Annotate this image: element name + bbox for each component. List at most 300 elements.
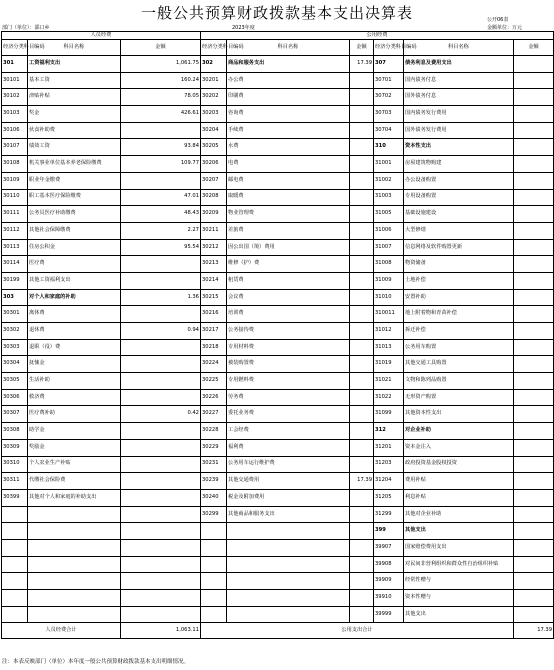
table-row	[2, 323, 554, 340]
personnel-name-cell: 医疗费补助	[28, 406, 121, 423]
public-amount-a-cell: 17.39	[350, 473, 374, 490]
public-amount-a-cell	[350, 256, 374, 273]
public-name-a-cell	[227, 590, 350, 607]
public-amount-b-cell	[514, 556, 554, 573]
personnel-code-cell: 30306	[2, 389, 28, 406]
personnel-code-cell: 30308	[2, 423, 28, 440]
public-name-b-cell: 地上附着物和青苗补偿	[404, 306, 514, 323]
public-code-b-cell: 31007	[374, 239, 404, 256]
public-total-value: 17.39	[514, 623, 554, 639]
personnel-amount-cell	[121, 456, 201, 473]
public-amount-b-cell	[514, 172, 554, 189]
public-amount-b-cell	[514, 456, 554, 473]
public-amount-a-cell	[350, 172, 374, 189]
personnel-name-cell: 其他对个人和家庭的补助支出	[28, 489, 121, 506]
public-name-a-cell: 商品和服务支出	[227, 56, 350, 73]
public-code-a-cell: 302	[201, 56, 227, 73]
personnel-code-cell: 30111	[2, 206, 28, 223]
table-row	[2, 89, 554, 106]
public-name-b-cell: 国家赔偿费用支出	[404, 539, 514, 556]
table-row	[2, 489, 554, 506]
personnel-code-cell: 30112	[2, 222, 28, 239]
personnel-amount-cell	[121, 473, 201, 490]
public-amount-b-cell	[514, 439, 554, 456]
public-code-b-cell: 39909	[374, 573, 404, 590]
public-name-b-cell: 经常性赠与	[404, 573, 514, 590]
personnel-code-cell	[2, 573, 28, 590]
public-amount-a-cell	[350, 72, 374, 89]
personnel-amount-cell: 2.27	[121, 222, 201, 239]
table-row	[2, 289, 554, 306]
public-code-a-cell: 30211	[201, 222, 227, 239]
public-code-a-cell: 30204	[201, 122, 227, 139]
table-row	[2, 256, 554, 273]
personnel-code-cell: 30114	[2, 256, 28, 273]
public-name-b-cell: 土地补偿	[404, 272, 514, 289]
personnel-code-cell	[2, 606, 28, 623]
public-amount-a-cell	[350, 506, 374, 523]
public-amount-b-cell	[514, 272, 554, 289]
table-row	[2, 406, 554, 423]
public-amount-a-cell	[350, 606, 374, 623]
personnel-amount-cell	[121, 506, 201, 523]
form-code: 公开06表	[487, 17, 509, 23]
personnel-total-value: 1,063.11	[121, 623, 201, 639]
public-name-a-cell: 水费	[227, 139, 350, 156]
personnel-name-cell: 对个人和家庭的补助	[28, 289, 121, 306]
public-amount-b-cell	[514, 139, 554, 156]
personnel-name-cell: 其他工资福利支出	[28, 272, 121, 289]
public-amount-b-cell	[514, 356, 554, 373]
personnel-code-cell	[2, 506, 28, 523]
public-name-b-cell: 房屋建筑物购建	[404, 156, 514, 173]
public-code-b-cell: 31019	[374, 356, 404, 373]
public-amount-b-cell	[514, 323, 554, 340]
public-amount-b-cell	[514, 156, 554, 173]
public-name-b-cell: 拆迁补偿	[404, 323, 514, 340]
public-name-b-cell: 国内债务发行费用	[404, 106, 514, 123]
table-row	[2, 473, 554, 490]
public-name-a-cell: 劳务费	[227, 389, 350, 406]
public-name-a-cell: 被装购置费	[227, 356, 350, 373]
table-row	[2, 122, 554, 139]
table-row	[2, 222, 554, 239]
report-title: 一般公共预算财政拨款基本支出决算表	[140, 4, 413, 22]
personnel-amount-cell	[121, 439, 201, 456]
personnel-code-cell	[2, 523, 28, 540]
public-amount-b-cell	[514, 239, 554, 256]
public-amount-a-cell	[350, 573, 374, 590]
public-name-a-cell: 因公出国（境）费用	[227, 239, 350, 256]
personnel-name-cell: 个人农业生产补贴	[28, 456, 121, 473]
public-amount-a-cell	[350, 306, 374, 323]
public-amount-b-cell	[514, 506, 554, 523]
public-code-a-cell: 30229	[201, 439, 227, 456]
public-name-a-cell: 公务用车运行维护费	[227, 456, 350, 473]
personnel-name-cell	[28, 523, 121, 540]
public-amount-b-cell	[514, 222, 554, 239]
personnel-code-cell: 303	[2, 289, 28, 306]
public-amount-b-cell	[514, 473, 554, 490]
table-row	[2, 356, 554, 373]
public-amount-a-cell	[350, 423, 374, 440]
personnel-name-cell	[28, 590, 121, 607]
public-name-b-cell: 办公设备购置	[404, 172, 514, 189]
personnel-name-cell	[28, 573, 121, 590]
public-code-a-cell	[201, 556, 227, 573]
public-name-b-cell: 资本性赠与	[404, 590, 514, 607]
public-code-a-cell: 30240	[201, 489, 227, 506]
public-name-a-cell: 租赁费	[227, 272, 350, 289]
public-name-a-cell: 手续费	[227, 122, 350, 139]
table-row	[2, 172, 554, 189]
personnel-amount-cell: 109.77	[121, 156, 201, 173]
public-code-a-cell: 30218	[201, 339, 227, 356]
column-header-amount: 金额	[514, 40, 554, 56]
public-name-b-cell: 对民间非营利组织和群众性自治组织补贴	[404, 556, 514, 573]
personnel-amount-cell	[121, 523, 201, 540]
personnel-amount-cell	[121, 489, 201, 506]
personnel-code-cell: 30307	[2, 406, 28, 423]
personnel-amount-cell	[121, 122, 201, 139]
public-code-a-cell: 30202	[201, 89, 227, 106]
public-code-b-cell: 31012	[374, 323, 404, 340]
public-name-a-cell: 专用材料费	[227, 339, 350, 356]
public-total-label: 公用支出合计	[201, 623, 514, 639]
table-row	[2, 590, 554, 607]
public-amount-b-cell	[514, 523, 554, 540]
public-code-b-cell: 30703	[374, 106, 404, 123]
personnel-name-cell	[28, 606, 121, 623]
personnel-name-cell: 代缴社会保险费	[28, 473, 121, 490]
public-code-b-cell: 31008	[374, 256, 404, 273]
table-row	[2, 72, 554, 89]
public-amount-b-cell	[514, 406, 554, 423]
personnel-total-label: 人员经费合计	[2, 623, 121, 639]
public-amount-a-cell	[350, 339, 374, 356]
column-header-row	[2, 40, 554, 56]
personnel-name-cell: 离休费	[28, 306, 121, 323]
personnel-amount-cell	[121, 573, 201, 590]
public-code-b-cell: 31009	[374, 272, 404, 289]
public-amount-a-cell	[350, 556, 374, 573]
public-code-a-cell: 30228	[201, 423, 227, 440]
personnel-name-cell: 工资福利支出	[28, 56, 121, 73]
public-amount-a-cell	[350, 523, 374, 540]
public-code-a-cell: 30208	[201, 189, 227, 206]
public-amount-b-cell	[514, 189, 554, 206]
personnel-name-cell: 退职（役）费	[28, 339, 121, 356]
personnel-code-cell: 30107	[2, 139, 28, 156]
public-code-a-cell	[201, 606, 227, 623]
public-amount-a-cell	[350, 106, 374, 123]
public-name-b-cell: 政府投资基金股权投资	[404, 456, 514, 473]
public-name-a-cell: 物业管理费	[227, 206, 350, 223]
public-name-b-cell: 利息补贴	[404, 489, 514, 506]
public-name-b-cell: 资本性支出	[404, 139, 514, 156]
public-amount-b-cell	[514, 106, 554, 123]
public-name-b-cell: 公务用车购置	[404, 339, 514, 356]
personnel-name-cell: 伙食补助费	[28, 122, 121, 139]
public-code-b-cell: 39908	[374, 556, 404, 573]
personnel-code-cell: 30304	[2, 356, 28, 373]
public-code-a-cell: 30215	[201, 289, 227, 306]
public-name-b-cell: 费用补贴	[404, 473, 514, 490]
public-amount-a-cell	[350, 389, 374, 406]
personnel-code-cell	[2, 556, 28, 573]
public-name-b-cell: 债务利息及费用支出	[404, 56, 514, 73]
public-name-b-cell: 资本金注入	[404, 439, 514, 456]
table-row	[2, 306, 554, 323]
personnel-code-cell: 30199	[2, 272, 28, 289]
public-code-a-cell: 30205	[201, 139, 227, 156]
public-name-b-cell: 国外债务发行费用	[404, 122, 514, 139]
personnel-code-cell: 30113	[2, 239, 28, 256]
public-amount-a-cell	[350, 189, 374, 206]
table-row	[2, 539, 554, 556]
public-name-b-cell: 大型修缮	[404, 222, 514, 239]
public-name-a-cell: 电费	[227, 156, 350, 173]
personnel-name-cell: 职业年金缴费	[28, 172, 121, 189]
public-name-a-cell	[227, 606, 350, 623]
public-code-b-cell: 31013	[374, 339, 404, 356]
public-amount-b-cell	[514, 89, 554, 106]
personnel-name-cell: 奖金	[28, 106, 121, 123]
public-code-b-cell: 399	[374, 523, 404, 540]
personnel-code-cell: 30109	[2, 172, 28, 189]
public-code-a-cell: 30216	[201, 306, 227, 323]
public-code-a-cell: 30225	[201, 373, 227, 390]
public-code-a-cell: 30212	[201, 239, 227, 256]
public-amount-b-cell	[514, 339, 554, 356]
public-name-a-cell: 税金及附加费用	[227, 489, 350, 506]
public-code-a-cell: 30214	[201, 272, 227, 289]
public-code-a-cell	[201, 590, 227, 607]
public-name-a-cell: 专用燃料费	[227, 373, 350, 390]
public-code-b-cell: 31021	[374, 373, 404, 390]
personnel-name-cell: 职工基本医疗保险缴费	[28, 189, 121, 206]
public-amount-a-cell	[350, 139, 374, 156]
table-row	[2, 239, 554, 256]
public-amount-b-cell	[514, 122, 554, 139]
public-code-b-cell: 31299	[374, 506, 404, 523]
public-amount-a-cell	[350, 122, 374, 139]
personnel-code-cell	[2, 590, 28, 607]
personnel-name-cell: 生活补助	[28, 373, 121, 390]
personnel-code-cell: 30309	[2, 439, 28, 456]
public-amount-a-cell	[350, 406, 374, 423]
personnel-amount-cell: 0.42	[121, 406, 201, 423]
public-name-a-cell: 培训费	[227, 306, 350, 323]
personnel-code-cell: 30101	[2, 72, 28, 89]
public-name-b-cell: 专用设备购置	[404, 189, 514, 206]
public-code-a-cell: 30299	[201, 506, 227, 523]
public-amount-a-cell	[350, 323, 374, 340]
public-amount-b-cell	[514, 573, 554, 590]
public-name-a-cell	[227, 573, 350, 590]
personnel-group-header: 人员经费	[2, 32, 201, 40]
personnel-name-cell: 机关事业单位基本养老保险缴费	[28, 156, 121, 173]
public-name-a-cell: 办公费	[227, 72, 350, 89]
group-header-row	[2, 32, 554, 40]
personnel-name-cell: 助学金	[28, 423, 121, 440]
public-name-b-cell: 其他支出	[404, 606, 514, 623]
public-name-b-cell: 信息网络及软件购置更新	[404, 239, 514, 256]
public-code-a-cell: 30226	[201, 389, 227, 406]
column-header-name: 科目名称	[404, 40, 514, 56]
column-header-code: 经济分类科目编码	[201, 40, 227, 56]
public-amount-a-cell	[350, 539, 374, 556]
public-code-a-cell: 30224	[201, 356, 227, 373]
public-amount-a-cell	[350, 456, 374, 473]
personnel-amount-cell: 95.54	[121, 239, 201, 256]
personnel-name-cell	[28, 506, 121, 523]
public-name-b-cell: 文物和陈列品购置	[404, 373, 514, 390]
personnel-name-cell: 救济费	[28, 389, 121, 406]
personnel-name-cell: 抚恤金	[28, 356, 121, 373]
public-name-a-cell: 咨询费	[227, 106, 350, 123]
personnel-amount-cell: 426.61	[121, 106, 201, 123]
public-amount-b-cell	[514, 256, 554, 273]
public-name-b-cell: 其他交通工具购置	[404, 356, 514, 373]
public-code-b-cell: 39999	[374, 606, 404, 623]
personnel-code-cell: 30108	[2, 156, 28, 173]
table-row	[2, 573, 554, 590]
public-code-b-cell: 31005	[374, 206, 404, 223]
public-amount-a-cell	[350, 222, 374, 239]
table-row	[2, 272, 554, 289]
public-code-a-cell: 30201	[201, 72, 227, 89]
table-row	[2, 606, 554, 623]
table-row	[2, 556, 554, 573]
public-name-a-cell: 邮电费	[227, 172, 350, 189]
public-amount-b-cell	[514, 289, 554, 306]
public-amount-b-cell	[514, 389, 554, 406]
table-row	[2, 339, 554, 356]
public-amount-a-cell	[350, 439, 374, 456]
public-amount-a-cell	[350, 590, 374, 607]
public-code-b-cell: 31205	[374, 489, 404, 506]
table-row	[2, 56, 554, 73]
public-amount-a-cell	[350, 156, 374, 173]
public-name-b-cell: 安置补助	[404, 289, 514, 306]
personnel-name-cell: 绩效工资	[28, 139, 121, 156]
public-name-b-cell: 无形资产购置	[404, 389, 514, 406]
table-row	[2, 389, 554, 406]
personnel-amount-cell	[121, 606, 201, 623]
column-header-code: 经济分类科目编码	[2, 40, 28, 56]
public-amount-b-cell	[514, 606, 554, 623]
public-code-b-cell: 39907	[374, 539, 404, 556]
public-amount-b-cell	[514, 72, 554, 89]
public-name-a-cell: 会议费	[227, 289, 350, 306]
column-header-amount: 金额	[121, 40, 201, 56]
public-amount-b-cell	[514, 590, 554, 607]
public-code-a-cell: 30239	[201, 473, 227, 490]
public-code-b-cell: 310	[374, 139, 404, 156]
public-code-a-cell: 30213	[201, 256, 227, 273]
public-amount-b-cell	[514, 56, 554, 73]
table-row	[2, 523, 554, 540]
public-name-a-cell: 其他商品和服务支出	[227, 506, 350, 523]
public-amount-b-cell	[514, 489, 554, 506]
public-code-b-cell: 31001	[374, 156, 404, 173]
personnel-name-cell: 基本工资	[28, 72, 121, 89]
public-code-a-cell	[201, 523, 227, 540]
public-name-a-cell: 福利费	[227, 439, 350, 456]
public-name-b-cell: 其他支出	[404, 523, 514, 540]
public-name-b-cell: 对企业补助	[404, 423, 514, 440]
personnel-amount-cell	[121, 590, 201, 607]
currency-unit: 金额单位：万元	[487, 25, 523, 31]
report-year: 2023年度	[232, 25, 255, 31]
personnel-name-cell: 退休费	[28, 323, 121, 340]
public-code-a-cell: 30206	[201, 156, 227, 173]
personnel-code-cell: 30102	[2, 89, 28, 106]
public-code-b-cell: 31006	[374, 222, 404, 239]
table-row	[2, 439, 554, 456]
public-name-b-cell: 其他资本性支出	[404, 406, 514, 423]
public-amount-b-cell	[514, 539, 554, 556]
personnel-amount-cell	[121, 539, 201, 556]
public-code-b-cell: 30702	[374, 89, 404, 106]
personnel-code-cell	[2, 539, 28, 556]
public-code-b-cell: 30701	[374, 72, 404, 89]
public-name-a-cell: 工会经费	[227, 423, 350, 440]
column-header-name: 科目名称	[227, 40, 350, 56]
unit-label: 部门（单位）：邵口乡	[2, 25, 50, 31]
public-name-a-cell	[227, 523, 350, 540]
public-code-a-cell	[201, 539, 227, 556]
public-amount-a-cell	[350, 489, 374, 506]
public-amount-a-cell	[350, 272, 374, 289]
personnel-code-cell: 30305	[2, 373, 28, 390]
public-code-a-cell: 30217	[201, 323, 227, 340]
personnel-amount-cell: 1,061.75	[121, 56, 201, 73]
personnel-name-cell: 公务员医疗补助缴费	[28, 206, 121, 223]
public-amount-a-cell	[350, 89, 374, 106]
public-amount-a-cell: 17.39	[350, 56, 374, 73]
public-code-b-cell: 312	[374, 423, 404, 440]
personnel-amount-cell	[121, 339, 201, 356]
personnel-code-cell: 30311	[2, 473, 28, 490]
public-code-a-cell: 30207	[201, 172, 227, 189]
personnel-amount-cell: 48.43	[121, 206, 201, 223]
personnel-amount-cell	[121, 256, 201, 273]
table-row	[2, 106, 554, 123]
table-row	[2, 206, 554, 223]
public-name-b-cell: 物资储备	[404, 256, 514, 273]
personnel-amount-cell: 93.84	[121, 139, 201, 156]
personnel-code-cell: 30310	[2, 456, 28, 473]
public-code-a-cell: 30209	[201, 206, 227, 223]
public-code-b-cell: 31022	[374, 389, 404, 406]
personnel-amount-cell: 1.36	[121, 289, 201, 306]
public-code-a-cell: 30203	[201, 106, 227, 123]
table-row	[2, 156, 554, 173]
public-amount-a-cell	[350, 206, 374, 223]
personnel-code-cell: 30301	[2, 306, 28, 323]
public-group-header: 公用经费	[201, 32, 554, 40]
public-name-a-cell: 其他交通费用	[227, 473, 350, 490]
public-code-b-cell: 31003	[374, 189, 404, 206]
table-row	[2, 189, 554, 206]
public-name-a-cell: 维修（护）费	[227, 256, 350, 273]
public-amount-b-cell	[514, 206, 554, 223]
personnel-amount-cell: 160.24	[121, 72, 201, 89]
public-code-a-cell: 30231	[201, 456, 227, 473]
personnel-code-cell: 30106	[2, 122, 28, 139]
